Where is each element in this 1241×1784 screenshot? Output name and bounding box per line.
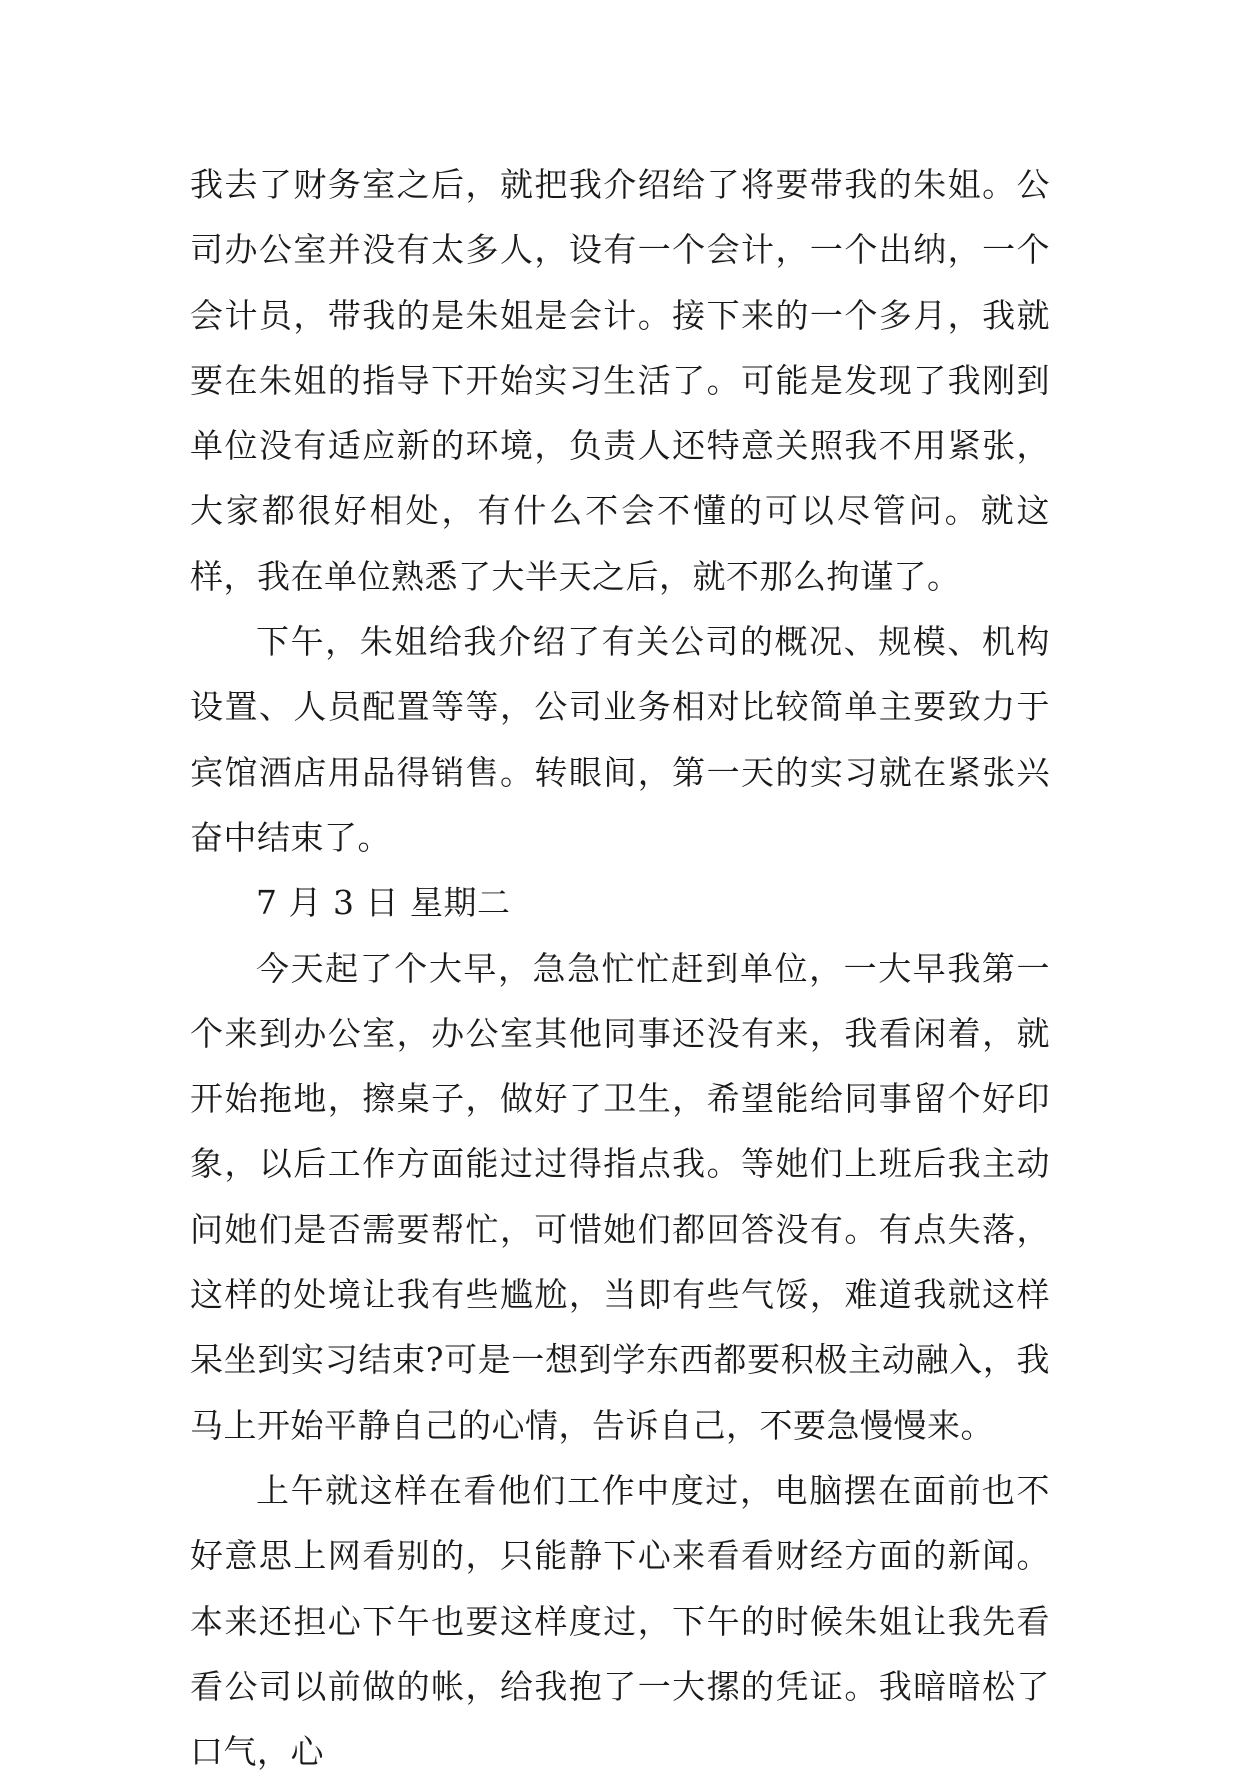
paragraph-1: 我去了财务室之后，就把我介绍给了将要带我的朱姐。公司办公室并没有太多人，设有一个会计，一个出纳，一个会计员，带我的是朱姐是会计。接下来的一个多月，我就要在朱姐的指导下开始实习生活了。可能是发现了我刚到单位没有适应新的环境，负责人还特意关照我不用紧张，大家都很好相处，有什么不会不懂的可以尽管问。就这样，我在单位熟悉了大半天之后，就不那么拘谨了。: [190, 165, 1050, 596]
document-body: [190, 152, 1050, 1784]
date-heading: 7 月 3 日 星期二: [256, 883, 511, 923]
paragraph-3: 今天起了个大早，急急忙忙赶到单位，一大早我第一个来到办公室，办公室其他同事还没有来，我看闲着，就开始拖地，擦桌子，做好了卫生，希望能给同事留个好印象，以后工作方面能过过得指点我。等她们上班后我主动问她们是否需要帮忙，可惜她们都回答没有。有点失落，这样的处境让我有些尴尬，当即有些气馁，难道我就这样呆坐到实习结束?可是一想到学东西都要积极主动融入，我马上开始平静自己的心情，告诉自己，不要急慢慢来。: [190, 948, 1050, 1445]
paragraph-2: 下午，朱姐给我介绍了有关公司的概况、规模、机构设置、人员配置等等，公司业务相对比较简单主要致力于宾馆酒店用品得销售。转眼间，第一天的实习就在紧张兴奋中结束了。: [190, 622, 1050, 857]
paragraph-4: 上午就这样在看他们工作中度过，电脑摆在面前也不好意思上网看别的，只能静下心来看看财经方面的新闻。本来还担心下午也要这样度过，下午的时候朱姐让我先看看公司以前做的帐，给我抱了一大摞的凭证。我暗暗松了口气，心: [190, 1470, 1050, 1772]
